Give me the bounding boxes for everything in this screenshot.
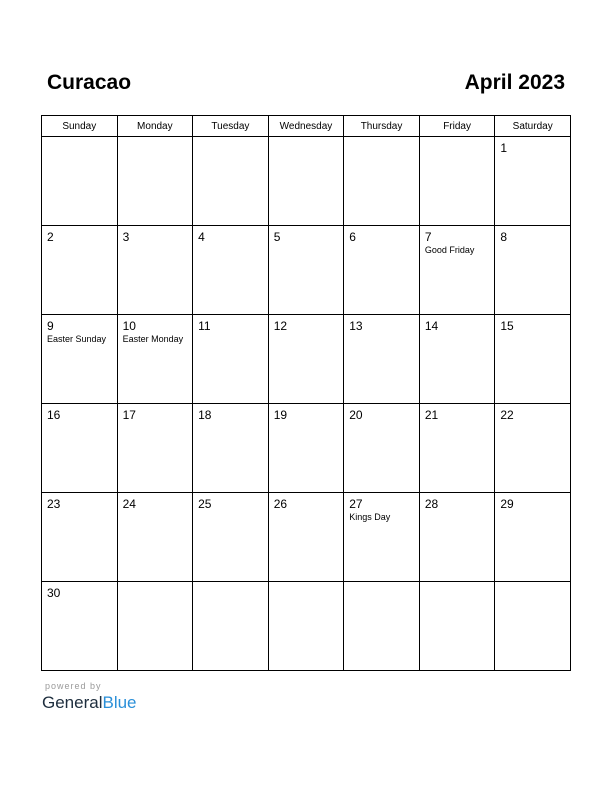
day-cell xyxy=(42,493,118,582)
country-title: Curacao xyxy=(47,71,132,94)
day-number: 12 xyxy=(273,319,288,333)
day-cell xyxy=(117,493,193,582)
holiday-label: Kings Day xyxy=(349,512,391,522)
day-number: 19 xyxy=(273,408,288,422)
day-number: 16 xyxy=(47,408,61,422)
powered-by-label: powered by xyxy=(45,681,102,691)
week-row xyxy=(42,493,571,582)
week-row xyxy=(42,404,571,493)
day-cell xyxy=(268,582,344,671)
day-number: 30 xyxy=(47,586,61,600)
day-cell xyxy=(419,226,495,315)
day-cell xyxy=(495,404,571,493)
weekday-header: Wednesday xyxy=(268,116,344,137)
day-number: 24 xyxy=(122,497,136,511)
holiday-label: Easter Monday xyxy=(122,334,184,344)
day-number: 20 xyxy=(349,408,363,422)
brand-name-part1: General xyxy=(42,693,103,712)
day-cell xyxy=(42,315,118,404)
week-row xyxy=(42,137,571,226)
day-cell xyxy=(193,493,269,582)
day-cell xyxy=(42,582,118,671)
day-number: 29 xyxy=(500,497,514,511)
day-number: 26 xyxy=(273,497,288,511)
day-number: 2 xyxy=(47,230,54,244)
day-cell xyxy=(419,404,495,493)
day-number: 10 xyxy=(122,319,136,333)
day-cell xyxy=(117,226,193,315)
holiday-label: Easter Sunday xyxy=(47,334,107,344)
day-cell xyxy=(268,493,344,582)
day-number: 9 xyxy=(47,319,54,333)
day-number: 15 xyxy=(500,319,514,333)
weekday-header: Sunday xyxy=(42,116,118,137)
day-cell xyxy=(117,404,193,493)
holiday-label: Good Friday xyxy=(424,245,475,255)
day-number: 13 xyxy=(349,319,363,333)
day-cell xyxy=(117,137,193,226)
day-cell xyxy=(344,226,420,315)
day-cell xyxy=(344,404,420,493)
weekday-header: Monday xyxy=(117,116,193,137)
day-cell xyxy=(42,226,118,315)
day-cell xyxy=(495,493,571,582)
weekday-header: Friday xyxy=(419,116,495,137)
day-cell xyxy=(419,137,495,226)
day-number: 4 xyxy=(198,230,205,244)
brand-name-part2: Blue xyxy=(102,693,137,712)
day-number: 14 xyxy=(424,319,439,333)
weekday-header: Tuesday xyxy=(193,116,269,137)
calendar-grid xyxy=(41,115,571,671)
day-number: 3 xyxy=(122,230,130,244)
day-number: 5 xyxy=(273,230,281,244)
day-cell xyxy=(495,226,571,315)
day-cell xyxy=(344,493,420,582)
day-number: 25 xyxy=(198,497,212,511)
day-cell xyxy=(193,137,269,226)
day-cell xyxy=(117,315,193,404)
day-cell xyxy=(268,226,344,315)
day-cell xyxy=(419,315,495,404)
day-cell xyxy=(42,137,118,226)
day-cell xyxy=(117,582,193,671)
day-number: 27 xyxy=(349,497,363,511)
weekday-header: Saturday xyxy=(495,116,571,137)
day-number: 6 xyxy=(349,230,356,244)
brand-logo[interactable] xyxy=(42,693,137,713)
month-year-title: April 2023 xyxy=(464,71,565,94)
day-number: 23 xyxy=(47,497,61,511)
weekday-header-row xyxy=(42,116,571,137)
day-number: 1 xyxy=(500,141,508,155)
week-row xyxy=(42,315,571,404)
week-row xyxy=(42,226,571,315)
day-cell xyxy=(495,582,571,671)
day-cell xyxy=(193,404,269,493)
day-cell xyxy=(344,137,420,226)
day-cell xyxy=(495,315,571,404)
day-cell xyxy=(344,582,420,671)
day-cell xyxy=(268,404,344,493)
day-number: 22 xyxy=(500,408,514,422)
day-number: 7 xyxy=(424,230,432,244)
day-number: 17 xyxy=(122,408,136,422)
day-number: 28 xyxy=(424,497,439,511)
weekday-header: Thursday xyxy=(344,116,420,137)
day-cell xyxy=(268,137,344,226)
day-number: 18 xyxy=(198,408,212,422)
day-number: 8 xyxy=(500,230,508,244)
day-number: 11 xyxy=(198,319,211,333)
day-cell xyxy=(495,137,571,226)
day-cell xyxy=(268,315,344,404)
day-cell xyxy=(193,582,269,671)
day-cell xyxy=(419,582,495,671)
day-cell xyxy=(42,404,118,493)
day-cell xyxy=(193,226,269,315)
week-row xyxy=(42,582,571,671)
day-cell xyxy=(419,493,495,582)
day-number: 21 xyxy=(424,408,439,422)
day-cell xyxy=(344,315,420,404)
day-cell xyxy=(193,315,269,404)
